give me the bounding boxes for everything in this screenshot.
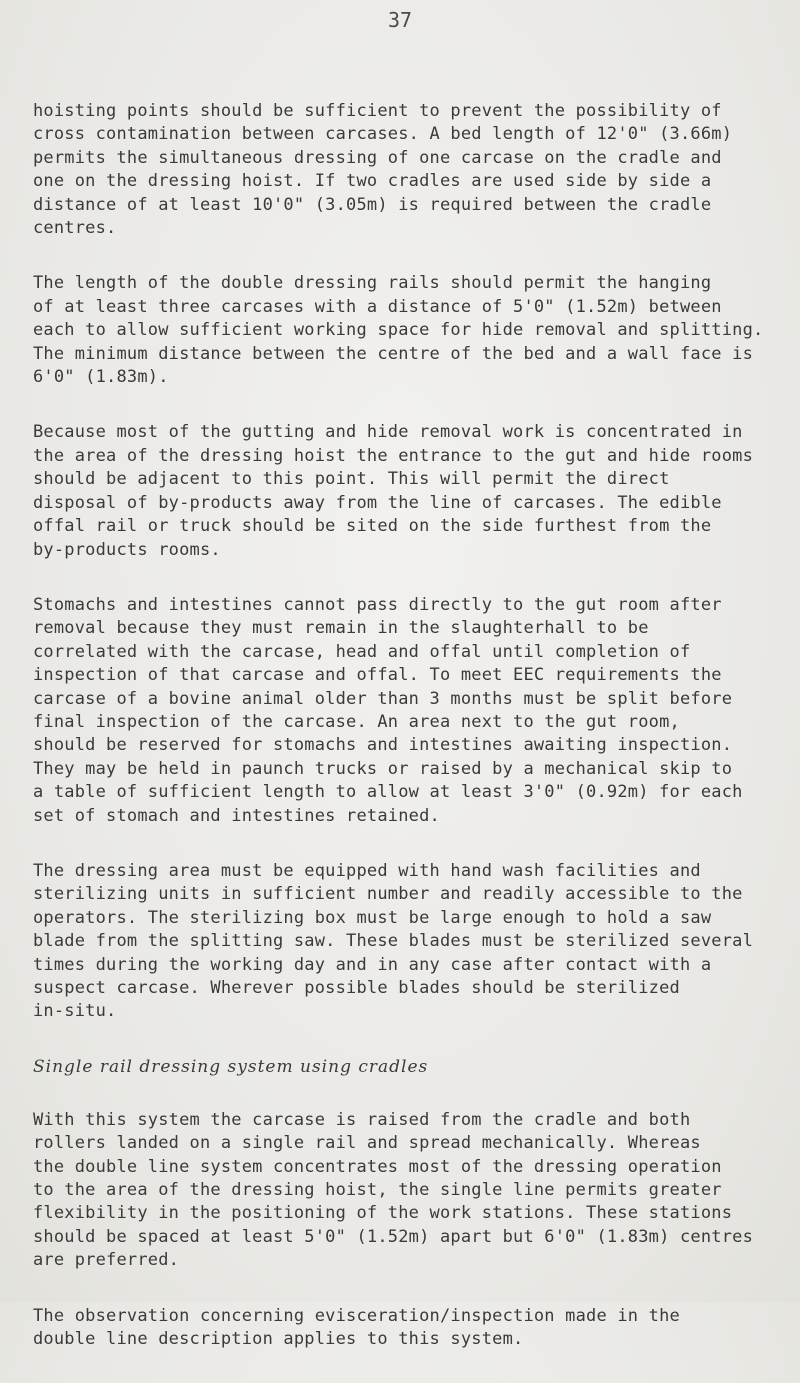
- page-number: 37: [388, 8, 413, 32]
- paragraph-hand-wash-sterilizing: The dressing area must be equipped with hand wash facilities and sterilizing units in sufficient number and readily accessible to the operators. The sterilizing box must be large enough to hold a saw blade from the splitting saw. These blades must be sterilized several times during the working day and in any case after contact with a suspect carcase. Wherever possible blades should be sterilized in-situ.: [33, 860, 754, 1022]
- paragraph-hoisting-points: hoisting points should be sufficient to prevent the possibility of cross contamination between carcases. A bed length of 12'0" (3.66m) permits the simultaneous dressing of one carcase on the cradle and one on the dressing hoist. If two cradles are used side by side a distance of at least 10'0" (3.05m) is required between the cradle centres.: [33, 101, 733, 239]
- paragraph-single-rail-system: With this system the carcase is raised from the cradle and both rollers landed on a single rail and spread mechanically. Whereas the double line system concentrates most of the dressing operation to the area of the dressing hoist, the single line permits greater flexibility in the positioning of the work stations. These stations should be spaced at least 5'0" (1.52m) apart but 6'0" (1.83m) centres are preferred.: [33, 1109, 754, 1271]
- paragraph-evisceration-observation: The observation concerning evisceration/inspection made in the double line description applies to this system.: [33, 1305, 680, 1350]
- paragraph-double-rail-length: The length of the double dressing rails should permit the hanging of at least three carcases with a distance of 5'0" (1.52m) between each to allow sufficient working space for hide removal and splitting. The minimum distance between the centre of the bed and a wall face is 6'0" (1.83m).: [33, 273, 764, 388]
- paragraph-stomachs-intestines: Stomachs and intestines cannot pass directly to the gut room after removal because they must remain in the slaughterhall to be correlated with the carcase, head and offal until completion of inspection of that carcase and offal. To meet EEC requirements the carcase of a bovine animal older than 3 months must be split before final inspection of the carcase. An area next to the gut room, should be reserved for stomachs and intestines awaiting inspection. They may be held in paunch trucks or raised by a mechanical skip to a table of sufficient length to allow at least 3'0" (0.92m) for each set of stomach and intestines retained.: [33, 594, 743, 826]
- paragraph-gutting-hide-removal: Because most of the gutting and hide removal work is concentrated in the area of the dressing hoist the entrance to the gut and hide rooms should be adjacent to this point. This will permit the direct disposal of by-products away from the line of carcases. The edible offal rail or truck should be sited on the side furthest from the by-products rooms.: [33, 422, 754, 560]
- section-heading: Single rail dressing system using cradles: [33, 1056, 429, 1077]
- body-text: [33, 100, 795, 1383]
